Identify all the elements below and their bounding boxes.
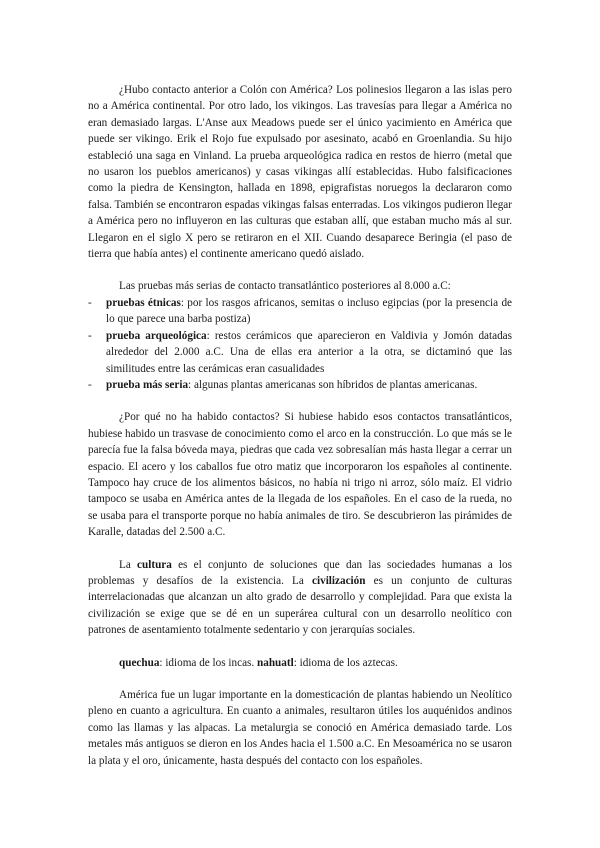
list-item — [88, 377, 512, 393]
list-dash: - — [88, 296, 92, 309]
paragraph-culture-civilization — [88, 557, 512, 639]
paragraph-no-contact: ¿Por qué no ha habido contactos? Si hubiese habido esos contactos transatlánticos, hubiese habido un trasvase de conocimiento como el arco en la construcción. Lo que más se le parecía fue la falsa bóveda maya, piedras que cada vez sobresalían más hasta llegar a cerrar un espacio. El acero y los caballos fue otro matiz que incorporaron los españoles al continente. Tampoco hay cruce de los alimentos básicos, no había ni trigo ni arroz, sólo maíz. El vidrio tampoco se usaba en América antes de la llegada de los españoles. En el caso de la rueda, no se usaba para el transporte porque no había animales de tiro. Se descubrieron las pirámides de Karalle, datadas del 2.500 a.C. — [88, 411, 512, 539]
spacer — [88, 671, 512, 687]
term-culture: cultura — [137, 558, 172, 571]
text-run: : idioma de los incas. — [159, 656, 257, 669]
spacer — [88, 393, 512, 409]
term-nahuatl: nahuatl — [257, 656, 294, 669]
spacer — [88, 639, 512, 655]
text-run: La — [119, 558, 138, 571]
evidence-list — [88, 295, 512, 393]
term-civilization: civilización — [312, 574, 366, 587]
term-quechua: quechua — [119, 656, 160, 669]
text-run: : idioma de los aztecas. — [293, 656, 398, 669]
text-run: es un conjunto de culturas interrelacionadas que alcanzan un alto grado de desarrollo y complejidad. Para que exista la civilización se exige que se dé en un superárea cultural con un desarrollo neolítico con patrones de asentamiento totalmente sedentario y con jerarquías sociales. — [88, 574, 512, 637]
evidence-text: : por los rasgos africanos, semitas o incluso egipcias (por la presencia de lo que parece una barba postiza) — [106, 296, 512, 326]
list-item — [88, 295, 512, 328]
list-item — [88, 328, 512, 377]
paragraph-domestication: América fue un lugar importante en la domesticación de plantas habiendo un Neolítico pleno en cuanto a agricultura. En cuanto a animales, resultaron útiles los auquénidos andinos como las llamas y las alpacas. La metalurgia se conoció en América demasiado tarde. Los metales más antiguos se dieron en los Andes hacia el 1.500 a.C. En Mesoamérica no se usaron la plata y el oro, únicamente, hasta después del contacto con los españoles. — [88, 689, 512, 767]
document-page — [88, 82, 512, 769]
evidence-text: : algunas plantas americanas son híbridos de plantas americanas. — [188, 378, 478, 391]
term-ethnic-evidence: pruebas étnicas — [106, 296, 181, 309]
paragraph-precolumbian-contact: ¿Hubo contacto anterior a Colón con América? Los polinesios llegaron a las islas pero no a América continental. Por otro lado, los vikingos. Las travesías para llegar a América no eran demasiado largas. L'Anse aux Meadows puede ser el único yacimiento en América que puede ser vikingo. Erik el Rojo fue expulsado por asesinato, acabó en Groenlandia. Su hijo estableció una saga en Vinland. La prueba arqueológica radica en restos de hierro (metal que no usaron los pueblos americanos) y casas vikingas allí establecidas. Hubo falsificaciones como la piedra de Kensington, hallada en 1898, epigrafistas noruegos la declararon como falsa. También se encontraron espadas vikingas falsas enterradas. Los vikingos pudieron llegar a América pero no influyeron en las culturas que estaban allí, que estaban mucho más al sur. Llegaron en el siglo X pero se retiraron en el XII. Cuando desaparece Beringia (el paso de tierra que había antes) el continente americano quedó aislado. — [88, 84, 512, 261]
list-dash: - — [88, 329, 92, 342]
evidence-text: : restos cerámicos que aparecieron en Valdivia y Jomón datadas alrededor del 2.000 a.C. Una de ellas era anterior a la otra, se dictaminó que las similitudes entre las cerámicas eran casualidades — [106, 329, 513, 375]
list-dash: - — [88, 378, 92, 391]
spacer — [88, 262, 512, 278]
term-archaeological-evidence: prueba arqueológica — [106, 329, 207, 342]
paragraph-languages — [88, 655, 512, 671]
evidence-intro: Las pruebas más serias de contacto transatlántico posteriores al 8.000 a.C: — [119, 280, 451, 293]
term-most-serious-evidence: prueba más seria — [106, 378, 189, 391]
spacer — [88, 541, 512, 557]
text-run: es el conjunto de soluciones que dan las sociedades humanas a los problemas y desafíos de la existencia. La — [88, 558, 512, 587]
